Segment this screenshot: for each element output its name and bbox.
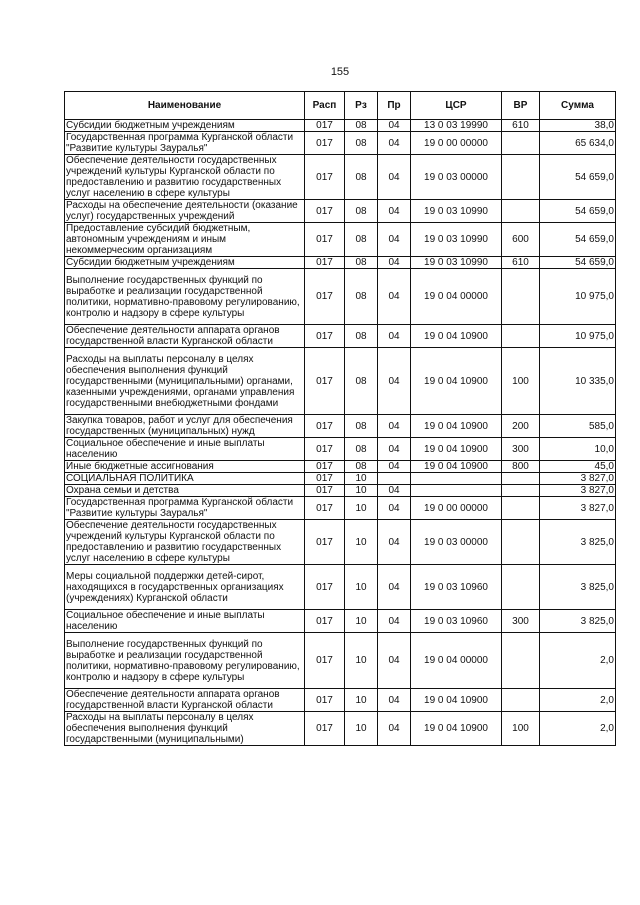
cell-vr: 610: [502, 120, 540, 132]
table-row: [65, 348, 616, 415]
cell-pr: 04: [378, 120, 411, 132]
cell-csr: 19 0 04 10900: [411, 325, 502, 348]
cell-rasp: 017: [305, 485, 345, 497]
table-row: [65, 712, 616, 746]
cell-rasp: 017: [305, 497, 345, 520]
header-rasp: Расп: [305, 92, 345, 120]
table-row: [65, 132, 616, 155]
cell-pr: 04: [378, 257, 411, 269]
cell-csr: 19 0 03 10960: [411, 610, 502, 633]
cell-pr: 04: [378, 565, 411, 610]
cell-vr: 200: [502, 415, 540, 438]
cell-name: Охрана семьи и детства: [65, 485, 305, 497]
cell-sum: 54 659,0: [540, 257, 616, 269]
cell-name: Субсидии бюджетным учреждениям: [65, 120, 305, 132]
cell-csr: 19 0 03 10990: [411, 257, 502, 269]
cell-csr: 19 0 04 00000: [411, 269, 502, 325]
cell-rz: 08: [345, 415, 378, 438]
table-row: [65, 689, 616, 712]
cell-vr: [502, 155, 540, 200]
cell-rz: 10: [345, 520, 378, 565]
cell-rasp: 017: [305, 712, 345, 746]
cell-name: Обеспечение деятельности государственных учреждений культуры Курганской области по предоставлению и развитию государственных услуг населению в сфере культуры: [65, 520, 305, 565]
cell-rz: 10: [345, 689, 378, 712]
cell-sum: 2,0: [540, 689, 616, 712]
cell-vr: 300: [502, 610, 540, 633]
table-row: [65, 200, 616, 223]
cell-name: Расходы на выплаты персоналу в целях обеспечения выполнения функций государственными (муниципальными) органами, казенными учреждениями, органами управления государственными внебюджетными фондами: [65, 348, 305, 415]
cell-csr: 19 0 00 00000: [411, 132, 502, 155]
cell-rasp: 017: [305, 155, 345, 200]
cell-sum: 3 827,0: [540, 497, 616, 520]
cell-sum: 10,0: [540, 438, 616, 461]
cell-rasp: 017: [305, 200, 345, 223]
cell-vr: [502, 497, 540, 520]
cell-rz: 10: [345, 610, 378, 633]
cell-rz: 08: [345, 325, 378, 348]
cell-vr: [502, 132, 540, 155]
table-header-row: [65, 92, 616, 120]
cell-csr: 19 0 04 10900: [411, 438, 502, 461]
cell-rasp: 017: [305, 223, 345, 257]
table-row: [65, 565, 616, 610]
cell-rz: 08: [345, 269, 378, 325]
cell-rasp: 017: [305, 415, 345, 438]
cell-csr: 19 0 04 10900: [411, 689, 502, 712]
table-row: [65, 520, 616, 565]
cell-name: Социальное обеспечение и иные выплаты населению: [65, 610, 305, 633]
cell-rz: 08: [345, 155, 378, 200]
cell-sum: 3 825,0: [540, 520, 616, 565]
table-row: [65, 257, 616, 269]
cell-rasp: 017: [305, 461, 345, 473]
header-sum: Сумма: [540, 92, 616, 120]
cell-vr: [502, 520, 540, 565]
cell-rz: 08: [345, 438, 378, 461]
cell-name: Предоставление субсидий бюджетным, автономным учреждениям и иным некоммерческим организациям: [65, 223, 305, 257]
cell-name: Расходы на выплаты персоналу в целях обеспечения выполнения функций государственными (муниципальными): [65, 712, 305, 746]
cell-name: СОЦИАЛЬНАЯ ПОЛИТИКА: [65, 473, 305, 485]
cell-rz: 08: [345, 200, 378, 223]
cell-sum: 3 825,0: [540, 565, 616, 610]
cell-pr: 04: [378, 633, 411, 689]
cell-vr: [502, 325, 540, 348]
cell-rasp: 017: [305, 473, 345, 485]
cell-sum: 65 634,0: [540, 132, 616, 155]
cell-sum: 3 825,0: [540, 610, 616, 633]
cell-rasp: 017: [305, 689, 345, 712]
page-number: 155: [330, 66, 350, 78]
cell-rz: 08: [345, 348, 378, 415]
cell-rz: 10: [345, 565, 378, 610]
cell-pr: 04: [378, 497, 411, 520]
cell-csr: 19 0 03 00000: [411, 520, 502, 565]
header-vr: ВР: [502, 92, 540, 120]
budget-table: [64, 91, 616, 746]
cell-name: Обеспечение деятельности государственных учреждений культуры Курганской области по предоставлению и развитию государственных услуг населению в сфере культуры: [65, 155, 305, 200]
table-row: [65, 415, 616, 438]
header-pr: Пр: [378, 92, 411, 120]
cell-vr: [502, 473, 540, 485]
cell-csr: 19 0 03 10990: [411, 223, 502, 257]
cell-name: Обеспечение деятельности аппарата органов государственной власти Курганской области: [65, 325, 305, 348]
cell-vr: [502, 633, 540, 689]
cell-csr: 19 0 04 10900: [411, 712, 502, 746]
cell-name: Закупка товаров, работ и услуг для обеспечения государственных (муниципальных) нужд: [65, 415, 305, 438]
cell-vr: [502, 200, 540, 223]
cell-sum: 2,0: [540, 633, 616, 689]
cell-pr: 04: [378, 269, 411, 325]
cell-rasp: 017: [305, 348, 345, 415]
cell-csr: 19 0 03 00000: [411, 155, 502, 200]
cell-sum: 2,0: [540, 712, 616, 746]
table-row: [65, 155, 616, 200]
table-row: [65, 461, 616, 473]
cell-rz: 10: [345, 712, 378, 746]
cell-vr: [502, 689, 540, 712]
cell-vr: 300: [502, 438, 540, 461]
header-csr: ЦСР: [411, 92, 502, 120]
cell-sum: 10 975,0: [540, 269, 616, 325]
cell-name: Государственная программа Курганской области "Развитие культуры Зауралья": [65, 132, 305, 155]
cell-csr: 13 0 03 19990: [411, 120, 502, 132]
cell-vr: 610: [502, 257, 540, 269]
cell-pr: 04: [378, 485, 411, 497]
cell-pr: 04: [378, 712, 411, 746]
table-row: [65, 269, 616, 325]
table-row: [65, 610, 616, 633]
cell-pr: 04: [378, 520, 411, 565]
cell-name: Выполнение государственных функций по выработке и реализации государственной политики, нормативно-правовому регулированию, контролю и надзору в сфере культуры: [65, 269, 305, 325]
table-row: [65, 473, 616, 485]
cell-name: Государственная программа Курганской области "Развитие культуры Зауралья": [65, 497, 305, 520]
cell-rz: 10: [345, 497, 378, 520]
cell-pr: 04: [378, 200, 411, 223]
table-row: [65, 497, 616, 520]
cell-rasp: 017: [305, 120, 345, 132]
cell-rasp: 017: [305, 325, 345, 348]
table-row: [65, 485, 616, 497]
cell-csr: 19 0 00 00000: [411, 497, 502, 520]
cell-vr: 100: [502, 712, 540, 746]
cell-rz: 08: [345, 461, 378, 473]
cell-csr: 19 0 04 10900: [411, 348, 502, 415]
cell-rasp: 017: [305, 520, 345, 565]
cell-rz: 08: [345, 120, 378, 132]
cell-rz: 10: [345, 485, 378, 497]
cell-csr: [411, 485, 502, 497]
cell-vr: 800: [502, 461, 540, 473]
cell-pr: 04: [378, 132, 411, 155]
cell-pr: 04: [378, 415, 411, 438]
cell-sum: 54 659,0: [540, 155, 616, 200]
header-name: Наименование: [65, 92, 305, 120]
table-row: [65, 325, 616, 348]
cell-csr: [411, 473, 502, 485]
cell-csr: 19 0 03 10990: [411, 200, 502, 223]
cell-sum: 10 975,0: [540, 325, 616, 348]
cell-rz: 08: [345, 257, 378, 269]
cell-vr: [502, 269, 540, 325]
cell-rasp: 017: [305, 610, 345, 633]
cell-name: Субсидии бюджетным учреждениям: [65, 257, 305, 269]
cell-csr: 19 0 03 10960: [411, 565, 502, 610]
cell-rasp: 017: [305, 438, 345, 461]
cell-sum: 585,0: [540, 415, 616, 438]
cell-pr: 04: [378, 610, 411, 633]
header-rz: Рз: [345, 92, 378, 120]
cell-rasp: 017: [305, 269, 345, 325]
cell-name: Обеспечение деятельности аппарата органов государственной власти Курганской области: [65, 689, 305, 712]
cell-sum: 3 827,0: [540, 473, 616, 485]
cell-csr: 19 0 04 10900: [411, 415, 502, 438]
table-row: [65, 438, 616, 461]
cell-vr: [502, 485, 540, 497]
cell-pr: [378, 473, 411, 485]
cell-pr: 04: [378, 689, 411, 712]
cell-name: Выполнение государственных функций по выработке и реализации государственной политики, нормативно-правовому регулированию, контролю и надзору в сфере культуры: [65, 633, 305, 689]
cell-rasp: 017: [305, 257, 345, 269]
cell-name: Меры социальной поддержки детей-сирот, находящихся в государственных организациях (учреждениях) Курганской области: [65, 565, 305, 610]
cell-pr: 04: [378, 438, 411, 461]
cell-sum: 10 335,0: [540, 348, 616, 415]
table-row: [65, 120, 616, 132]
table-row: [65, 223, 616, 257]
cell-vr: 100: [502, 348, 540, 415]
cell-sum: 45,0: [540, 461, 616, 473]
cell-sum: 38,0: [540, 120, 616, 132]
cell-rz: 10: [345, 473, 378, 485]
cell-pr: 04: [378, 223, 411, 257]
cell-csr: 19 0 04 00000: [411, 633, 502, 689]
cell-csr: 19 0 04 10900: [411, 461, 502, 473]
cell-rz: 08: [345, 223, 378, 257]
cell-rasp: 017: [305, 565, 345, 610]
cell-pr: 04: [378, 325, 411, 348]
cell-rasp: 017: [305, 633, 345, 689]
cell-pr: 04: [378, 155, 411, 200]
cell-sum: 3 827,0: [540, 485, 616, 497]
cell-rz: 10: [345, 633, 378, 689]
cell-sum: 54 659,0: [540, 223, 616, 257]
cell-rasp: 017: [305, 132, 345, 155]
cell-vr: [502, 565, 540, 610]
cell-name: Иные бюджетные ассигнования: [65, 461, 305, 473]
table-row: [65, 633, 616, 689]
cell-name: Расходы на обеспечение деятельности (оказание услуг) государственных учреждений: [65, 200, 305, 223]
cell-pr: 04: [378, 348, 411, 415]
cell-pr: 04: [378, 461, 411, 473]
cell-name: Социальное обеспечение и иные выплаты населению: [65, 438, 305, 461]
cell-rz: 08: [345, 132, 378, 155]
cell-sum: 54 659,0: [540, 200, 616, 223]
cell-vr: 600: [502, 223, 540, 257]
